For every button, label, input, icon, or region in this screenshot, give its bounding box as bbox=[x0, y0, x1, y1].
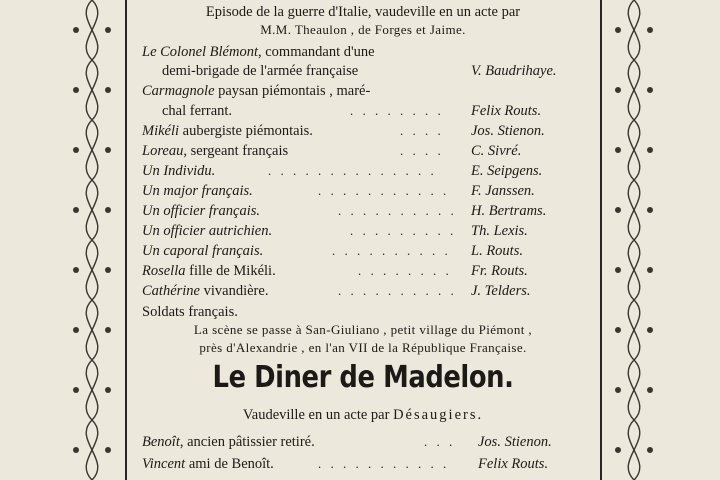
scene-line-1: La scène se passe à San-Giuliano , petit village du Piémont , bbox=[193, 322, 533, 337]
subtitle-text: Vaudeville en un acte par bbox=[242, 407, 394, 423]
cast-role: Vincent bbox=[142, 456, 186, 472]
cast-role: Un officier autrichien. bbox=[142, 223, 273, 239]
leader-dots: . . . . bbox=[400, 143, 444, 158]
cast-desc: , sergeant français bbox=[183, 143, 289, 159]
leader-dots: . . . . . . . . bbox=[350, 103, 444, 118]
right-frame-rule bbox=[600, 0, 602, 480]
right-ornamental-border bbox=[604, 0, 664, 480]
cast-role: Le Colonel Blémont bbox=[142, 44, 258, 60]
leader-dots: . . . . . . . . . . . bbox=[318, 456, 450, 471]
playbill-text bbox=[128, 0, 598, 480]
cast-actor: E. Seipgens. bbox=[471, 163, 543, 179]
cast-desc: Soldats français. bbox=[142, 304, 238, 320]
cast-role: Cathérine bbox=[142, 283, 200, 299]
cast-actor: H. Bertrams. bbox=[471, 203, 547, 219]
cast-desc: chal ferrant. bbox=[162, 103, 233, 119]
cast-role: Rosella bbox=[142, 263, 186, 279]
scene-line-2: près d'Alexandrie , en l'an VII de la République Française. bbox=[199, 340, 527, 355]
play-subtitle bbox=[128, 405, 598, 425]
cast-role: Un Individu. bbox=[142, 163, 216, 179]
leader-dots: . . . . . . . . . . bbox=[332, 243, 451, 258]
author-name: Désaugiers. bbox=[393, 407, 484, 423]
cast-desc: demi-brigade de l'armée française bbox=[162, 63, 359, 79]
cast-actor: F. Janssen. bbox=[471, 183, 535, 199]
cast-desc: vivandière. bbox=[200, 283, 269, 299]
cast-role: Un officier français. bbox=[142, 203, 261, 219]
cast-role: Mikéli bbox=[142, 123, 180, 139]
play-title: Le Diner de Madelon. bbox=[212, 360, 514, 395]
cast-actor: L. Routs. bbox=[471, 243, 523, 259]
cast-role: Carmagnole bbox=[142, 83, 215, 99]
cast-role: Un caporal français. bbox=[142, 243, 264, 259]
leader-dots: . . . . . . . . bbox=[358, 263, 452, 278]
cast-desc: , commandant d'une bbox=[258, 44, 375, 60]
cast-desc: ami de Benoît. bbox=[185, 456, 274, 472]
cast-desc: fille de Mikéli. bbox=[185, 263, 276, 279]
cast-actor: V. Baudrihaye. bbox=[471, 63, 557, 79]
cast-role: Un major français. bbox=[142, 183, 253, 199]
header-line-1: Episode de la guerre d'Italie, vaudeville en un acte par bbox=[205, 4, 521, 20]
cast-role: Benoît bbox=[142, 434, 180, 450]
cast-actor: C. Sivré. bbox=[471, 143, 522, 159]
cast-actor: Fr. Routs. bbox=[471, 263, 528, 279]
cast-role: Loreau bbox=[142, 143, 184, 159]
leader-dots: . . . . bbox=[400, 123, 444, 138]
cast-actor: Felix Routs. bbox=[478, 456, 549, 472]
left-ornamental-border bbox=[62, 0, 122, 480]
cast-actor: Felix Routs. bbox=[471, 103, 542, 119]
leader-dots: . . . . . . . . . . . bbox=[318, 183, 450, 198]
cast-desc: aubergiste piémontais. bbox=[179, 123, 313, 139]
header-line-2: M.M. Theaulon , de Forges et Jaime. bbox=[260, 22, 466, 37]
cast-desc: paysan piémontais , maré- bbox=[214, 83, 371, 99]
cast-desc: , ancien pâtissier retiré. bbox=[179, 434, 315, 450]
cast-actor: Jos. Stienon. bbox=[478, 434, 552, 450]
cast-actor: Th. Lexis. bbox=[471, 223, 528, 239]
leader-dots: . . . . . . . . . . bbox=[338, 203, 457, 218]
leader-dots: . . . . . . . . . bbox=[350, 223, 457, 238]
cast-actor: Jos. Stienon. bbox=[471, 123, 545, 139]
left-frame-rule bbox=[125, 0, 127, 480]
leader-dots: . . . . . . . . . . bbox=[338, 283, 457, 298]
leader-dots: . . . bbox=[424, 434, 456, 449]
leader-dots: . . . . . . . . . . . . . . bbox=[268, 163, 437, 178]
cast-actor: J. Telders. bbox=[471, 283, 531, 299]
